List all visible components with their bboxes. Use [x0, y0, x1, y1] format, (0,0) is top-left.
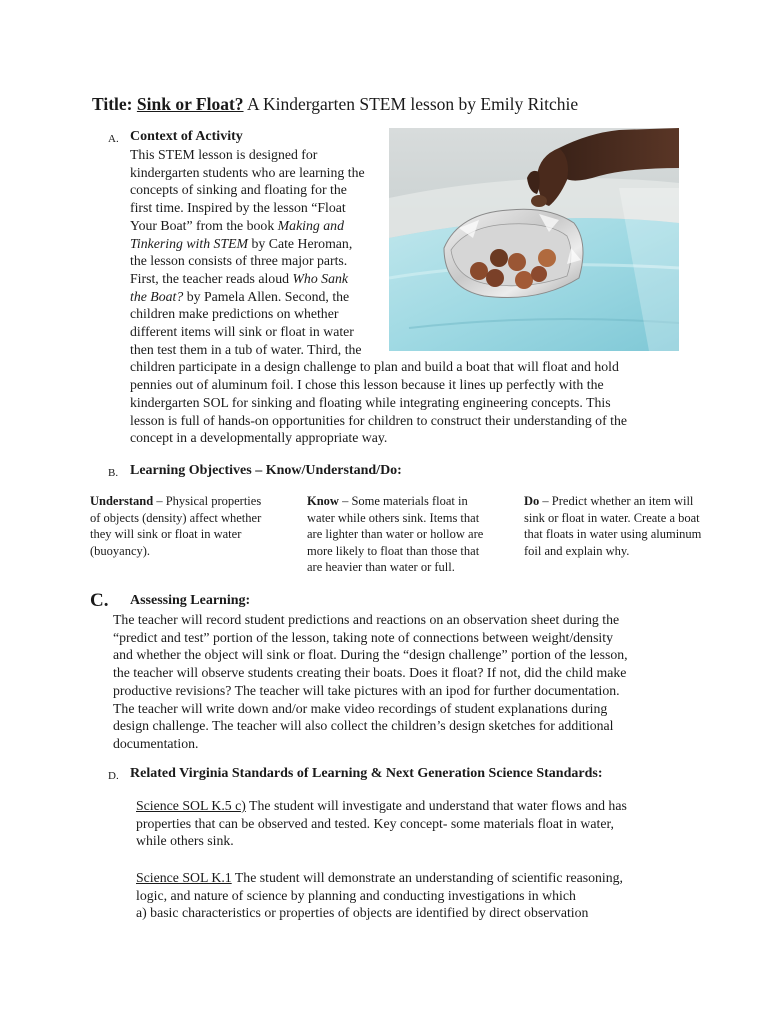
section-d-heading: Related Virginia Standards of Learning & Next Generation Science Standards: — [130, 766, 603, 781]
title-rest: A Kindergarten STEM lesson by Emily Ritchie — [243, 94, 579, 114]
objective-line — [524, 493, 729, 510]
objective-do — [524, 493, 729, 559]
section-b-heading: Learning Objectives – Know/Understand/Do: — [130, 463, 402, 478]
text-line — [136, 869, 623, 887]
objective-text: – Predict whether an item will — [539, 494, 694, 508]
section-c-body — [113, 611, 628, 753]
objective-line: that floats in water using aluminum — [524, 527, 702, 542]
text-line: the lesson consists of three major parts. — [130, 253, 348, 269]
text-line: children make predictions on whether — [130, 306, 339, 322]
objective-term: Do — [524, 494, 540, 508]
objective-text: – Physical properties — [153, 494, 262, 508]
text-line: concept in a developmentally appropriate way. — [130, 430, 388, 446]
text-line: and whether the object will sink or float. During the “design challenge” portion of the lesson, — [113, 647, 628, 663]
section-a-heading: Context of Activity — [130, 129, 243, 144]
text-line: concepts of sinking and floating for the — [130, 182, 347, 198]
text-line: kindergarten SOL for sinking and floating while integrating engineering concepts. This — [130, 394, 611, 410]
text-line: “predict and test” portion of the lesson, taking note of connections between weight/density — [113, 629, 614, 645]
objective-term: Know — [307, 494, 339, 508]
objective-understand — [90, 493, 295, 559]
objective-line: they will sink or float in water — [90, 527, 242, 542]
text-line: children participate in a design challenge to plan and build a boat that will float and hold — [130, 359, 619, 375]
text-segment: Your Boat” from the book — [130, 217, 278, 233]
title-prefix: Title: — [92, 94, 137, 114]
text-line: documentation. — [113, 735, 199, 751]
text-line: the teacher will observe students creating their boats. Does it float? If not, did the child make — [113, 665, 627, 681]
text-line: lesson is full of hands-on opportunities for children to construct their understanding of the — [130, 412, 627, 428]
text-line: The teacher will record student predictions and reactions on an observation sheet during the — [113, 612, 620, 627]
text-line: productive revisions? The teacher will take pictures with an ipod for further documentation. — [113, 682, 620, 698]
standard-reference: Science SOL K.1 — [136, 870, 232, 885]
text-line: kindergarten students who are learning the — [130, 164, 365, 180]
text-segment: by Pamela Allen. Second, the — [183, 288, 350, 304]
text-line: first time. Inspired by the lesson “Float — [130, 200, 346, 216]
title-underlined: Sink or Float? — [136, 94, 244, 114]
book-title-italic: the Boat? — [130, 288, 184, 304]
book-title-italic: Tinkering with STEM — [130, 235, 249, 251]
objective-line: foil and explain why. — [524, 543, 630, 558]
objective-know — [307, 493, 512, 576]
foil-boat-illustration — [389, 128, 679, 351]
section-a-marker: A. — [108, 133, 119, 145]
text-line: then test them in a tub of water. Third, the — [130, 341, 362, 357]
section-c-marker: C. — [90, 590, 109, 611]
text-line: different items will sink or float in water — [130, 324, 354, 340]
objective-text: – Some materials float in — [338, 494, 468, 508]
section-b-marker: B. — [108, 467, 119, 479]
objective-line: are heavier than water or full. — [307, 560, 455, 575]
text-line: pennies out of aluminum foil. I chose this lesson because it lines up perfectly with the — [130, 377, 604, 393]
objective-line: are lighter than water or hollow are — [307, 527, 484, 542]
text-segment: First, the teacher reads aloud — [130, 270, 293, 286]
objective-line: (buoyancy). — [90, 543, 151, 558]
objective-line: sink or float in water. Create a boat — [524, 510, 700, 525]
text-segment: by Cate Heroman, — [248, 235, 353, 251]
standard-sol-k1 — [136, 869, 623, 922]
book-title-italic: Making and — [277, 217, 344, 233]
text-line: This STEM lesson is designed for — [130, 147, 318, 162]
standard-sol-k5 — [136, 797, 627, 850]
objective-line: more likely to float than those that — [307, 543, 480, 558]
standard-reference: Science SOL K.5 c) — [136, 798, 246, 813]
text-line: properties that can be observed and tested. Key concept- some materials float in water, — [136, 815, 614, 831]
objective-line: of objects (density) affect whether — [90, 510, 262, 525]
objective-term: Understand — [90, 494, 154, 508]
text-line: The teacher will write down and/or make video recordings of student explanations during — [113, 700, 608, 716]
section-c-heading: Assessing Learning: — [130, 593, 251, 608]
foil-boat-photo — [389, 128, 679, 351]
text-segment: The student will investigate and understand that water flows and has — [245, 798, 627, 813]
text-line: a) basic characteristics or properties of objects are identified by direct observation — [136, 905, 589, 921]
text-line: logic, and nature of science by planning and conducting investigations in which — [136, 887, 576, 903]
text-line — [136, 797, 627, 815]
objective-line: water while others sink. Items that — [307, 510, 480, 525]
section-d-marker: D. — [108, 770, 119, 782]
text-line: design challenge. The teacher will also collect the children’s design sketches for additional — [113, 718, 614, 734]
text-line: while others sink. — [136, 833, 234, 849]
text-segment: The student will demonstrate an understanding of scientific reasoning, — [231, 870, 623, 885]
objective-line — [90, 493, 295, 510]
book-title-italic: Who Sank — [292, 270, 348, 286]
objective-line — [307, 493, 512, 510]
document-title — [92, 94, 578, 115]
